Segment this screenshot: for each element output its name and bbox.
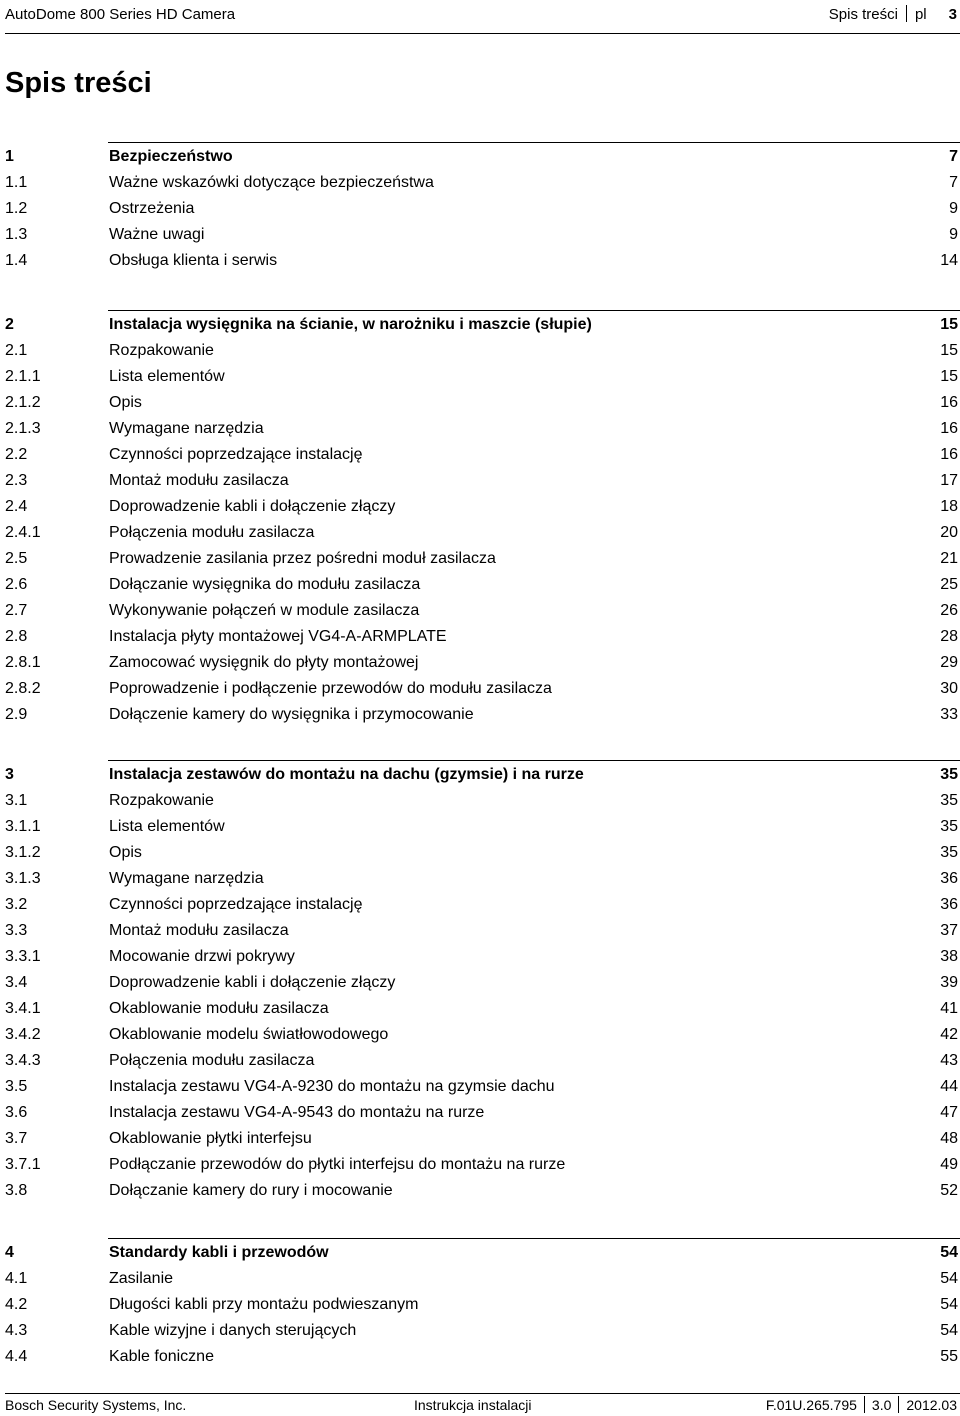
toc-entry-page: 9 bbox=[949, 226, 958, 243]
footer-doc-info bbox=[766, 1394, 957, 1416]
toc-entry[interactable] bbox=[0, 520, 960, 546]
toc-entry-number: 3.1.1 bbox=[5, 818, 41, 835]
toc-entry-page: 38 bbox=[940, 948, 958, 965]
section-divider bbox=[108, 1238, 960, 1239]
toc-entry-number: 2.3 bbox=[5, 472, 28, 489]
toc-entry-number: 3.4 bbox=[5, 974, 28, 991]
toc-entry[interactable] bbox=[0, 416, 960, 442]
toc-entry-page: 35 bbox=[940, 818, 958, 835]
toc-entry-title: Doprowadzenie kabli i dołączenie złączy bbox=[109, 498, 396, 515]
toc-entry[interactable] bbox=[0, 364, 960, 390]
toc-entry-number: 2.4.1 bbox=[5, 524, 41, 541]
toc-entry[interactable] bbox=[0, 1022, 960, 1048]
toc-entry-page: 16 bbox=[940, 420, 958, 437]
toc-entry[interactable] bbox=[0, 866, 960, 892]
toc-entry-page: 36 bbox=[940, 870, 958, 887]
page-footer bbox=[5, 1393, 960, 1415]
toc-entry-page: 30 bbox=[940, 680, 958, 697]
toc-entry-page: 7 bbox=[949, 174, 958, 191]
toc-entry-title: Długości kabli przy montażu podwieszanym bbox=[109, 1296, 419, 1313]
toc-entry[interactable] bbox=[0, 996, 960, 1022]
toc-entry[interactable] bbox=[0, 944, 960, 970]
toc-entry-number: 2.4 bbox=[5, 498, 28, 515]
footer-separator bbox=[898, 1396, 899, 1413]
toc-entry-page: 15 bbox=[940, 368, 958, 385]
toc-entry[interactable] bbox=[0, 1126, 960, 1152]
toc-entry-title: Połączenia modułu zasilacza bbox=[109, 524, 315, 541]
footer-version: 3.0 bbox=[871, 1397, 892, 1413]
toc-entry-title: Dołączenie kamery do wysięgnika i przymocowanie bbox=[109, 706, 474, 723]
toc-entry-page: 29 bbox=[940, 654, 958, 671]
toc-entry-number: 1.4 bbox=[5, 252, 28, 269]
toc-entry[interactable] bbox=[0, 1152, 960, 1178]
page-header bbox=[5, 0, 960, 34]
toc-entry-page: 37 bbox=[940, 922, 958, 939]
toc-entry-page: 54 bbox=[940, 1244, 958, 1261]
toc-entry-page: 54 bbox=[940, 1322, 958, 1339]
toc-entry-title: Montaż modułu zasilacza bbox=[109, 922, 289, 939]
toc-entry-page: 18 bbox=[940, 498, 958, 515]
toc-chapter-entry[interactable] bbox=[0, 1240, 960, 1266]
toc-entry[interactable] bbox=[0, 624, 960, 650]
toc-entry[interactable] bbox=[0, 442, 960, 468]
toc-entry-page: 25 bbox=[940, 576, 958, 593]
toc-entry[interactable] bbox=[0, 1318, 960, 1344]
toc-entry-page: 14 bbox=[940, 252, 958, 269]
toc-entry-title: Połączenia modułu zasilacza bbox=[109, 1052, 315, 1069]
toc-entry[interactable] bbox=[0, 1178, 960, 1204]
toc-entry-number: 2.7 bbox=[5, 602, 28, 619]
toc-entry-title: Poprowadzenie i podłączenie przewodów do modułu zasilacza bbox=[109, 680, 552, 697]
toc-entry-title: Czynności poprzedzające instalację bbox=[109, 446, 363, 463]
toc-entries bbox=[0, 1240, 960, 1370]
toc-entry-number: 2.1.1 bbox=[5, 368, 41, 385]
toc-entry-title: Obsługa klienta i serwis bbox=[109, 252, 278, 269]
toc-entry[interactable] bbox=[0, 1048, 960, 1074]
header-right bbox=[829, 0, 957, 30]
toc-entry-title: Wykonywanie połączeń w module zasilacza bbox=[109, 602, 420, 619]
toc-entry[interactable] bbox=[0, 676, 960, 702]
toc-entry-title: Podłączanie przewodów do płytki interfejsu do montażu na rurze bbox=[109, 1156, 566, 1173]
footer-code: F.01U.265.795 bbox=[765, 1397, 857, 1413]
toc-entry-page: 35 bbox=[940, 766, 958, 783]
toc-entry-page: 54 bbox=[940, 1270, 958, 1287]
toc-chapter-entry[interactable] bbox=[0, 144, 960, 170]
page-title: Spis treści bbox=[5, 67, 152, 99]
toc-entry-page: 43 bbox=[940, 1052, 958, 1069]
toc-entry-page: 42 bbox=[940, 1026, 958, 1043]
toc-entry-page: 17 bbox=[940, 472, 958, 489]
section-divider bbox=[108, 142, 960, 143]
header-product: AutoDome 800 Series HD Camera bbox=[5, 6, 236, 23]
toc-entry-number: 2.8.2 bbox=[5, 680, 41, 697]
toc-entry[interactable] bbox=[0, 468, 960, 494]
toc-entry-number: 3.1.3 bbox=[5, 870, 41, 887]
toc-entry-title: Wymagane narzędzia bbox=[109, 870, 264, 887]
toc-entry[interactable] bbox=[0, 222, 960, 248]
toc-entry-number: 4.1 bbox=[5, 1270, 28, 1287]
toc-entry-title: Okablowanie modułu zasilacza bbox=[109, 1000, 329, 1017]
toc-chapter-entry[interactable] bbox=[0, 312, 960, 338]
toc-entry-page: 15 bbox=[940, 316, 958, 333]
toc-entry-title: Kable wizyjne i danych sterujących bbox=[109, 1322, 357, 1339]
toc-entry-number: 3.3 bbox=[5, 922, 28, 939]
toc-entry-number: 2.5 bbox=[5, 550, 28, 567]
section-divider bbox=[108, 310, 960, 311]
toc-entry-page: 26 bbox=[940, 602, 958, 619]
toc-entry-page: 16 bbox=[940, 394, 958, 411]
toc-entry-title: Instalacja zestawu VG4-A-9230 do montażu na gzymsie dachu bbox=[109, 1078, 555, 1095]
toc-entry-title: Dołączanie wysięgnika do modułu zasilacza bbox=[109, 576, 421, 593]
toc-entry-number: 3.3.1 bbox=[5, 948, 41, 965]
toc-entry-title: Doprowadzenie kabli i dołączenie złączy bbox=[109, 974, 396, 991]
toc-entry-title: Ważne wskazówki dotyczące bezpieczeństwa bbox=[109, 174, 434, 191]
toc-entry-number: 3.1.2 bbox=[5, 844, 41, 861]
toc-entry-page: 41 bbox=[940, 1000, 958, 1017]
toc-entries bbox=[0, 312, 960, 728]
toc-entry-title: Dołączanie kamery do rury i mocowanie bbox=[109, 1182, 393, 1199]
toc-entry-number: 4.4 bbox=[5, 1348, 28, 1365]
toc-entry[interactable] bbox=[0, 1074, 960, 1100]
toc-entry[interactable] bbox=[0, 1266, 960, 1292]
toc-entry-title: Prowadzenie zasilania przez pośredni moduł zasilacza bbox=[109, 550, 496, 567]
toc-entry-number: 2.8 bbox=[5, 628, 28, 645]
toc-entry-title: Instalacja wysięgnika na ścianie, w narożniku i maszcie (słupie) bbox=[109, 316, 592, 333]
toc-entry[interactable] bbox=[0, 970, 960, 996]
toc-entry-number: 2.8.1 bbox=[5, 654, 41, 671]
toc-entry[interactable] bbox=[0, 1344, 960, 1370]
footer-company: Bosch Security Systems, Inc. bbox=[5, 1397, 187, 1413]
toc-entry[interactable] bbox=[0, 248, 960, 274]
toc-entry-number: 3.8 bbox=[5, 1182, 28, 1199]
toc-entry[interactable] bbox=[0, 494, 960, 520]
toc-entry-title: Standardy kabli i przewodów bbox=[109, 1244, 329, 1261]
toc-entry-page: 55 bbox=[940, 1348, 958, 1365]
toc-entry-title: Opis bbox=[109, 844, 142, 861]
toc-entry[interactable] bbox=[0, 814, 960, 840]
toc-entry-title: Wymagane narzędzia bbox=[109, 420, 264, 437]
toc-entry-page: 21 bbox=[940, 550, 958, 567]
toc-entry[interactable] bbox=[0, 170, 960, 196]
header-section: Spis treści bbox=[828, 6, 898, 23]
toc-entry-title: Okablowanie płytki interfejsu bbox=[109, 1130, 312, 1147]
toc-entry-page: 35 bbox=[940, 792, 958, 809]
toc-entry[interactable] bbox=[0, 546, 960, 572]
toc-entry-number: 3.4.3 bbox=[5, 1052, 41, 1069]
toc-entry-number: 2.9 bbox=[5, 706, 28, 723]
toc-entry[interactable] bbox=[0, 650, 960, 676]
toc-entry-title: Czynności poprzedzające instalację bbox=[109, 896, 363, 913]
toc-entry-number: 2.1.2 bbox=[5, 394, 41, 411]
toc-entry-number: 3.4.1 bbox=[5, 1000, 41, 1017]
toc-entry-number: 4.3 bbox=[5, 1322, 28, 1339]
toc-entry[interactable] bbox=[0, 338, 960, 364]
footer-separator bbox=[864, 1396, 865, 1413]
toc-entry-title: Lista elementów bbox=[109, 368, 225, 385]
toc-chapter-entry[interactable] bbox=[0, 762, 960, 788]
toc-entry-title: Zasilanie bbox=[109, 1270, 174, 1287]
toc-entry-title: Opis bbox=[109, 394, 142, 411]
toc-entry-number: 1.1 bbox=[5, 174, 28, 191]
toc-entry-title: Instalacja płyty montażowej VG4-A-ARMPLATE bbox=[109, 628, 447, 645]
toc-entry-page: 48 bbox=[940, 1130, 958, 1147]
toc-entry-title: Zamocować wysięgnik do płyty montażowej bbox=[109, 654, 419, 671]
toc-entry-page: 9 bbox=[949, 200, 958, 217]
toc-entry-number: 1 bbox=[5, 148, 14, 165]
toc-entry[interactable] bbox=[0, 918, 960, 944]
header-lang: pl bbox=[914, 6, 927, 23]
toc-entry-page: 47 bbox=[940, 1104, 958, 1121]
toc-entry-page: 36 bbox=[940, 896, 958, 913]
toc-entry-title: Ostrzeżenia bbox=[109, 200, 195, 217]
toc-entry-title: Okablowanie modelu światłowodowego bbox=[109, 1026, 389, 1043]
toc-entry[interactable] bbox=[0, 840, 960, 866]
header-page-number: 3 bbox=[948, 6, 957, 23]
toc-entry-title: Instalacja zestawu VG4-A-9543 do montażu na rurze bbox=[109, 1104, 485, 1121]
toc-entry-number: 2.1.3 bbox=[5, 420, 41, 437]
toc-entry-number: 3.7.1 bbox=[5, 1156, 41, 1173]
toc-entry-number: 3.6 bbox=[5, 1104, 28, 1121]
toc-entries bbox=[0, 762, 960, 1204]
toc-entry-number: 4 bbox=[5, 1244, 14, 1261]
toc-entry-number: 3 bbox=[5, 766, 14, 783]
toc-entry-page: 54 bbox=[940, 1296, 958, 1313]
toc-entry-number: 1.2 bbox=[5, 200, 28, 217]
toc-entry-number: 3.1 bbox=[5, 792, 28, 809]
toc-entry-number: 2 bbox=[5, 316, 14, 333]
toc-entry-page: 33 bbox=[940, 706, 958, 723]
toc-entry-page: 49 bbox=[940, 1156, 958, 1173]
toc-entry-number: 3.5 bbox=[5, 1078, 28, 1095]
toc-entry[interactable] bbox=[0, 390, 960, 416]
toc-entry-page: 39 bbox=[940, 974, 958, 991]
toc-entry-page: 20 bbox=[940, 524, 958, 541]
toc-entry-number: 2.1 bbox=[5, 342, 28, 359]
toc-entries bbox=[0, 144, 960, 274]
toc-entry-title: Ważne uwagi bbox=[109, 226, 205, 243]
toc-entry-page: 7 bbox=[949, 148, 958, 165]
toc-entry-title: Bezpieczeństwo bbox=[109, 148, 233, 165]
toc-entry-title: Kable foniczne bbox=[109, 1348, 214, 1365]
toc-entry-number: 2.6 bbox=[5, 576, 28, 593]
toc-entry-number: 3.4.2 bbox=[5, 1026, 41, 1043]
toc-entry-title: Lista elementów bbox=[109, 818, 225, 835]
toc-entry-number: 3.7 bbox=[5, 1130, 28, 1147]
toc-entry-page: 15 bbox=[940, 342, 958, 359]
toc-entry-page: 52 bbox=[940, 1182, 958, 1199]
toc-entry-number: 1.3 bbox=[5, 226, 28, 243]
footer-doc-title: Instrukcja instalacji bbox=[414, 1397, 532, 1413]
section-divider bbox=[108, 760, 960, 761]
toc-entry[interactable] bbox=[0, 598, 960, 624]
toc-entry[interactable] bbox=[0, 572, 960, 598]
toc-entry-page: 35 bbox=[940, 844, 958, 861]
toc-entry[interactable] bbox=[0, 788, 960, 814]
toc-entry-title: Rozpakowanie bbox=[109, 792, 214, 809]
toc-entry-title: Rozpakowanie bbox=[109, 342, 214, 359]
toc-entry[interactable] bbox=[0, 1100, 960, 1126]
toc-entry-number: 4.2 bbox=[5, 1296, 28, 1313]
footer-date: 2012.03 bbox=[906, 1397, 957, 1413]
toc-entry[interactable] bbox=[0, 196, 960, 222]
toc-entry[interactable] bbox=[0, 702, 960, 728]
header-separator bbox=[906, 5, 907, 22]
toc-entry[interactable] bbox=[0, 892, 960, 918]
toc-entry-page: 28 bbox=[940, 628, 958, 645]
toc-entry-title: Montaż modułu zasilacza bbox=[109, 472, 289, 489]
toc-entry-number: 2.2 bbox=[5, 446, 28, 463]
toc-entry-page: 16 bbox=[940, 446, 958, 463]
toc-entry[interactable] bbox=[0, 1292, 960, 1318]
toc-entry-title: Instalacja zestawów do montażu na dachu (gzymsie) i na rurze bbox=[109, 766, 584, 783]
toc-entry-page: 44 bbox=[940, 1078, 958, 1095]
toc-entry-title: Mocowanie drzwi pokrywy bbox=[109, 948, 295, 965]
toc-entry-number: 3.2 bbox=[5, 896, 28, 913]
